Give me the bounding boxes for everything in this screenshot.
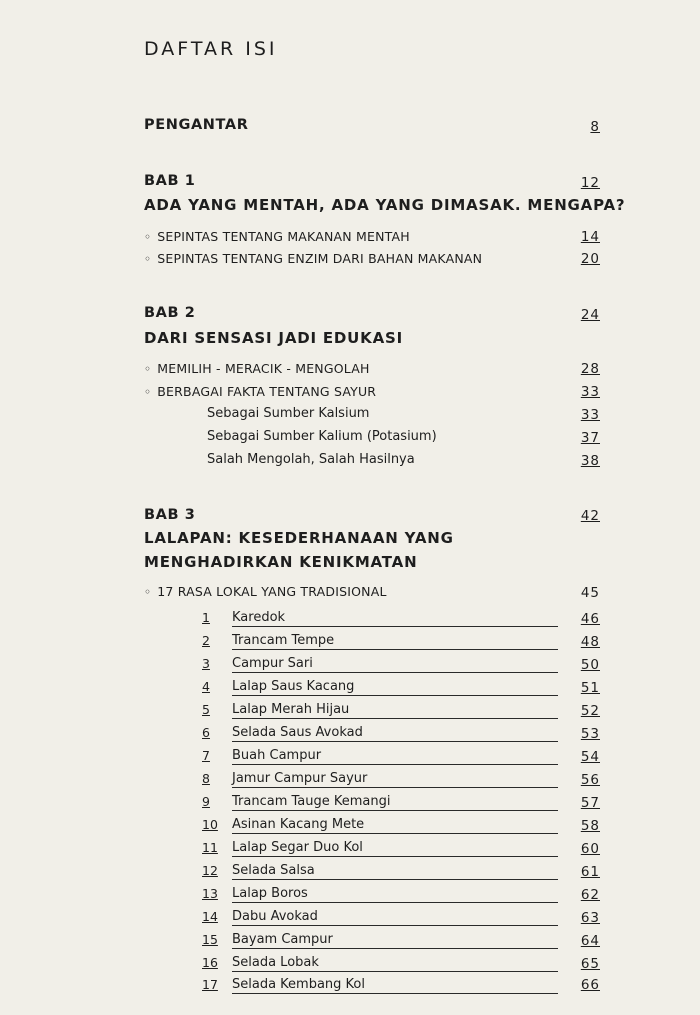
- page-number: 33: [580, 407, 600, 423]
- page-number: 46: [580, 611, 600, 627]
- recipe-name: Campur Sari: [232, 656, 558, 673]
- chapter-label[interactable]: BAB 2: [144, 305, 196, 321]
- page-number: 64: [580, 933, 600, 949]
- list-item[interactable]: [202, 817, 558, 835]
- list-item[interactable]: [202, 771, 558, 789]
- toc-subitem[interactable]: Sebagai Sumber Kalium (Potasium): [207, 429, 437, 444]
- page-number: 54: [580, 749, 600, 765]
- list-item[interactable]: [202, 633, 558, 651]
- recipe-name: Lalap Segar Duo Kol: [232, 840, 558, 857]
- page-number: 60: [580, 841, 600, 857]
- recipe-name: Selada Lobak: [232, 955, 558, 972]
- recipe-name: Selada Salsa: [232, 863, 558, 880]
- recipe-number: 6: [202, 725, 210, 740]
- recipe-name: Asinan Kacang Mete: [232, 817, 558, 834]
- page-number: 33: [580, 384, 600, 400]
- toc-entry-pengantar[interactable]: PENGANTAR: [144, 117, 249, 133]
- list-item[interactable]: [202, 610, 558, 628]
- page-number: 24: [580, 307, 600, 323]
- toc-item[interactable]: ◦ 17 RASA LOKAL YANG TRADISIONAL: [144, 584, 600, 599]
- recipe-name: Buah Campur: [232, 748, 558, 765]
- chapter-label[interactable]: BAB 3: [144, 507, 196, 523]
- list-item[interactable]: [202, 840, 558, 858]
- page-number: 8: [590, 119, 600, 135]
- page-number: 48: [580, 634, 600, 650]
- chapter-heading: LALAPAN: KESEDERHANAAN YANG: [144, 529, 454, 547]
- recipe-number: 4: [202, 679, 210, 694]
- recipe-name: Lalap Merah Hijau: [232, 702, 558, 719]
- toc-item[interactable]: ◦ MEMILIH - MERACIK - MENGOLAH: [144, 361, 600, 376]
- page-number: 38: [580, 453, 600, 469]
- page-number: 66: [580, 977, 600, 993]
- recipe-number: 15: [202, 932, 218, 947]
- recipe-number: 9: [202, 794, 210, 809]
- recipe-number: 3: [202, 656, 210, 671]
- page-number: 61: [580, 864, 600, 880]
- list-item[interactable]: [202, 863, 558, 881]
- chapter-heading: ADA YANG MENTAH, ADA YANG DIMASAK. MENGAPA?: [144, 196, 626, 214]
- list-item[interactable]: [202, 748, 558, 766]
- page-number: 42: [580, 508, 600, 524]
- page-number: 63: [580, 910, 600, 926]
- page-number: 56: [580, 772, 600, 788]
- page-number: 58: [580, 818, 600, 834]
- recipe-name: Selada Saus Avokad: [232, 725, 558, 742]
- page-number: 12: [580, 175, 600, 191]
- list-item[interactable]: [202, 955, 558, 973]
- recipe-number: 2: [202, 633, 210, 648]
- recipe-number: 1: [202, 610, 210, 625]
- recipe-number: 17: [202, 977, 218, 992]
- list-item[interactable]: [202, 886, 558, 904]
- page-number: 62: [580, 887, 600, 903]
- page-number: 14: [580, 229, 600, 245]
- toc-item[interactable]: ◦ BERBAGAI FAKTA TENTANG SAYUR: [144, 384, 600, 399]
- page-number: 50: [580, 657, 600, 673]
- recipe-number: 10: [202, 817, 218, 832]
- page-number: 51: [580, 680, 600, 696]
- recipe-number: 16: [202, 955, 218, 970]
- recipe-name: Jamur Campur Sayur: [232, 771, 558, 788]
- recipe-name: Selada Kembang Kol: [232, 977, 558, 994]
- recipe-number: 7: [202, 748, 210, 763]
- page-number: 45: [580, 585, 600, 601]
- page-number: 52: [580, 703, 600, 719]
- recipe-number: 12: [202, 863, 218, 878]
- page-number: 28: [580, 361, 600, 377]
- recipe-name: Lalap Boros: [232, 886, 558, 903]
- list-item[interactable]: [202, 702, 558, 720]
- list-item[interactable]: [202, 656, 558, 674]
- chapter-heading: MENGHADIRKAN KENIKMATAN: [144, 553, 418, 571]
- recipe-name: Trancam Tempe: [232, 633, 558, 650]
- list-item[interactable]: [202, 679, 558, 697]
- recipe-number: 8: [202, 771, 210, 786]
- page-title: DAFTAR ISI: [144, 38, 278, 60]
- chapter-label[interactable]: BAB 1: [144, 173, 196, 189]
- toc-subitem[interactable]: Salah Mengolah, Salah Hasilnya: [207, 452, 415, 467]
- toc-subitem[interactable]: Sebagai Sumber Kalsium: [207, 406, 370, 421]
- toc-item[interactable]: ◦ SEPINTAS TENTANG MAKANAN MENTAH: [144, 229, 600, 244]
- recipe-number: 5: [202, 702, 210, 717]
- list-item[interactable]: [202, 977, 558, 995]
- recipe-number: 14: [202, 909, 218, 924]
- recipe-name: Dabu Avokad: [232, 909, 558, 926]
- recipe-number: 13: [202, 886, 218, 901]
- list-item[interactable]: [202, 909, 558, 927]
- list-item[interactable]: [202, 725, 558, 743]
- page-number: 37: [580, 430, 600, 446]
- recipe-name: Bayam Campur: [232, 932, 558, 949]
- recipe-name: Karedok: [232, 610, 558, 627]
- recipe-number: 11: [202, 840, 218, 855]
- chapter-heading: DARI SENSASI JADI EDUKASI: [144, 329, 403, 347]
- list-item[interactable]: [202, 932, 558, 950]
- page-number: 20: [580, 251, 600, 267]
- page-number: 53: [580, 726, 600, 742]
- recipe-name: Lalap Saus Kacang: [232, 679, 558, 696]
- page-number: 57: [580, 795, 600, 811]
- page-number: 65: [580, 956, 600, 972]
- toc-item[interactable]: ◦ SEPINTAS TENTANG ENZIM DARI BAHAN MAKANAN: [144, 251, 600, 266]
- list-item[interactable]: [202, 794, 558, 812]
- recipe-name: Trancam Tauge Kemangi: [232, 794, 558, 811]
